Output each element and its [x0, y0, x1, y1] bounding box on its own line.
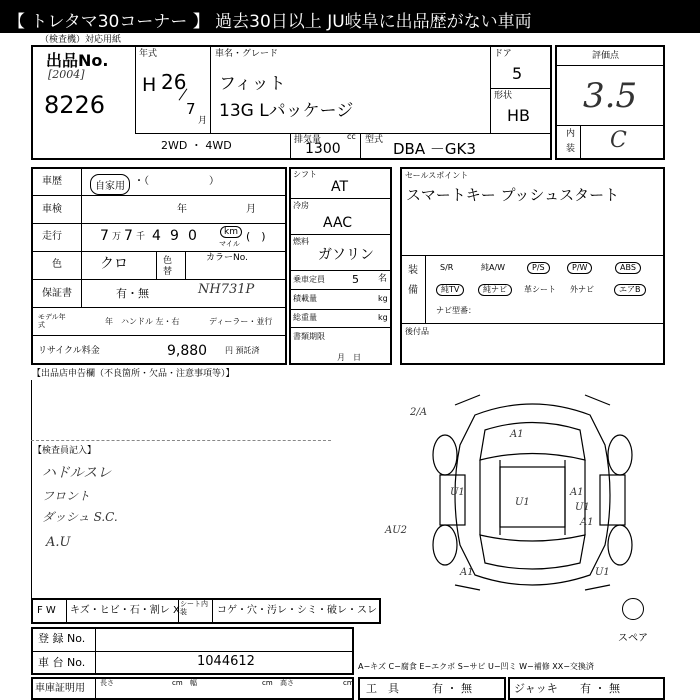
model-label: 型式 [365, 135, 384, 145]
height-unit: cm [343, 679, 354, 687]
equip-pw: P/W [567, 262, 592, 274]
inspect-label: 車検 [42, 204, 62, 215]
equip-label-1: 装 [408, 265, 418, 276]
shift-label: シフト [293, 170, 317, 179]
ac-value: AAC [323, 215, 353, 231]
fw-text: キズ・ヒビ・石・割レ X [70, 605, 180, 616]
reg-label: 書類期限 [293, 332, 325, 341]
mark-8: AU2 [385, 525, 408, 536]
chassis-value: 1044612 [197, 654, 255, 669]
recycle-label: リサイクル料金 [38, 346, 100, 356]
mileage-d3: 4 [152, 228, 161, 244]
warranty-label: 保証書 [42, 288, 72, 299]
length-label: 長さ [100, 679, 114, 687]
displacement-value: 1300 [305, 141, 341, 157]
model-value: DBA －GK3 [393, 140, 476, 158]
jack-value: 有 ・ 無 [580, 682, 620, 695]
drive: 2WD ・ 4WD [161, 139, 232, 152]
mark-4: U1 [515, 497, 530, 508]
shift-value: AT [331, 179, 349, 195]
dealer: ディーラー・並行 [209, 317, 273, 326]
fw-label: F W [37, 605, 56, 616]
weight-label: 総重量 [293, 313, 317, 322]
form-subtitle: （検査機）対応用紙 [40, 35, 122, 45]
inspect-month-unit: 月 [246, 204, 256, 215]
after-label: 後付品 [405, 327, 429, 336]
displacement-unit: cc [347, 132, 356, 141]
equip-ext-navi: 外ナビ [570, 285, 594, 294]
mark-5: A1 [570, 487, 584, 498]
equip-leather: 革シート [524, 285, 556, 294]
spare-tire-icon [622, 598, 644, 620]
reg-unit: 月 日 [337, 353, 361, 362]
recycle-value: 9,880 [167, 343, 208, 359]
color-code-label: カラーNo. [206, 253, 248, 263]
lot-label: 出品No. [46, 51, 109, 70]
mileage-d1: 7 [100, 228, 109, 244]
displacement-label: 排気量 [294, 135, 322, 145]
reg-no-label: 登 録 No. [38, 632, 86, 645]
inspector-label: 【検査員記入】 [33, 446, 97, 456]
mileage-d2: 7 [124, 228, 133, 244]
equip-tv: 純TV [436, 284, 464, 296]
diagram-marks [384, 407, 610, 578]
year-value: 26 [161, 70, 187, 94]
mileage-sen: 千 [136, 232, 146, 242]
year-era: H [142, 74, 157, 96]
mileage-man: 万 [112, 232, 122, 242]
spare-label: スペア [618, 633, 648, 644]
interior-label-2: 装 [566, 144, 576, 154]
fuel-value: ガソリン [318, 247, 374, 263]
door-value: 5 [512, 64, 523, 83]
mark-2: A1 [510, 429, 524, 440]
note-line-2: フロント [42, 489, 91, 503]
mark-10: U1 [595, 567, 610, 578]
jack-label: ジャッキ [514, 682, 558, 695]
equip-sr: S/R [440, 263, 454, 272]
length-unit: cm [172, 679, 183, 687]
shape-label: 形状 [494, 91, 513, 101]
handle: ハンドル 左・右 [121, 317, 180, 326]
warranty-value: 有・無 [116, 287, 149, 300]
weight-unit: kg [378, 313, 388, 322]
width-label: 幅 [190, 679, 197, 687]
load-label: 積載量 [293, 294, 317, 303]
equip-navi: 純ナビ [478, 284, 512, 296]
capacity-label: 乗車定員 [293, 275, 325, 284]
mileage-label: 走行 [42, 231, 62, 242]
mark-9: A1 [460, 567, 474, 578]
cert-label: 車庫証明用 [35, 683, 85, 694]
seller-notes-label: 【出品店申告欄（不良箇所・欠品・注意事項等）】 [32, 369, 235, 379]
note-line-1: ハドルスレ [42, 465, 112, 481]
equip-ps: P/S [527, 262, 550, 274]
seat-label: シート内装 [180, 600, 208, 616]
tools-label: 工 具 [366, 682, 399, 695]
color-label: 色 [52, 259, 62, 270]
car-name: フィット [219, 74, 286, 94]
lot-number: 8226 [44, 91, 106, 119]
year-label: 年式 [139, 49, 158, 59]
mark-1: 2/A [410, 407, 427, 418]
sales-point: スマートキー プッシュスタート [406, 186, 620, 204]
equip-alloy: 純A/W [481, 263, 506, 272]
width-unit: cm [262, 679, 273, 687]
note-line-4: A.U [46, 535, 71, 550]
model-year-label: モデル年式 [38, 313, 66, 329]
lot-stamp: [2004] [48, 68, 85, 81]
damage-legend: A−キズ C−腐食 E−エクボ S−サビ U−凹ミ W−補修 XX−交換済 [358, 662, 594, 671]
mileage-paren: ( ) [246, 230, 266, 243]
recycle-unit: 円 預託済 [225, 346, 260, 355]
score-value: 3.5 [583, 76, 638, 116]
door-label: ドア [494, 49, 512, 59]
car-damage-diagram [385, 385, 665, 600]
capacity-unit: 名 [378, 274, 388, 284]
history-suffix: ・（ ） [134, 176, 219, 187]
mark-3: U1 [450, 487, 465, 498]
equip-abs: ABS [615, 262, 641, 274]
mark-7: A1 [580, 517, 594, 528]
sales-label: セールスポイント [405, 171, 469, 180]
interior-label-1: 内 [566, 129, 576, 139]
navi-model-label: ナビ型番： [436, 306, 476, 315]
grade: 13G Lパッケージ [219, 101, 354, 121]
month-unit: 月 [198, 116, 208, 126]
history-value: 自家用 [90, 174, 130, 195]
model-year-unit: 年 [105, 317, 113, 326]
page-title: 【 トレタマ30コーナー 】 過去30日以上 JU岐阜に出品歴がない車両 [8, 12, 532, 32]
chassis-label: 車 台 No. [38, 656, 86, 669]
car-label: 車名・グレード [215, 49, 279, 59]
mark-6: U1 [575, 502, 590, 513]
height-label: 高さ [280, 679, 294, 687]
mileage-d4: 9 [170, 228, 179, 244]
mileage-d5: 0 [188, 228, 197, 244]
mileage-mile: マイル [219, 240, 240, 248]
color-code: NH731P [198, 282, 255, 297]
equip-label-2: 備 [408, 285, 418, 296]
seat-text: コゲ・穴・汚レ・シミ・破レ・スレ [217, 605, 377, 616]
shape-value: HB [507, 106, 531, 125]
inspect-year-unit: 年 [177, 204, 187, 215]
load-unit: kg [378, 294, 388, 303]
history-label: 車歴 [42, 176, 62, 187]
score-label: 評価点 [592, 51, 620, 61]
mileage-km: km [220, 226, 242, 238]
tools-value: 有 ・ 無 [432, 682, 472, 695]
year-month: 7 [186, 100, 196, 118]
note-line-3: ダッシュ S.C. [42, 510, 118, 524]
ac-label: 冷房 [293, 201, 309, 210]
color-change: 色替 [163, 256, 173, 277]
equip-airbag: エアB [614, 284, 646, 296]
interior-value: C [610, 128, 627, 153]
fuel-label: 燃料 [293, 237, 309, 246]
color-value: クロ [100, 256, 128, 272]
capacity-value: 5 [352, 273, 359, 286]
